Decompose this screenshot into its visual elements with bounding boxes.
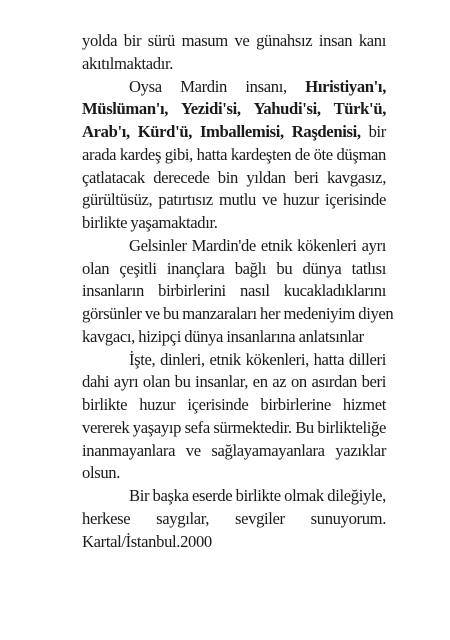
highlighted-name: Yezidi'si, <box>180 99 241 119</box>
document-page <box>82 30 394 553</box>
highlighted-name: Raşdenisi, <box>291 122 361 141</box>
text-line: kavgacı, hizipçi dünya insanlarına anlatsınlar <box>82 326 364 346</box>
text-fragment: bir <box>368 122 386 141</box>
highlighted-name: Imballemisi, <box>199 122 284 141</box>
text-line: olsun. <box>82 463 121 483</box>
text-line: çatlatacak derecede bin yıldan beri kavgasız, <box>82 167 386 187</box>
paragraph-lead: Oysa Mardin insanı, <box>129 76 287 96</box>
signature-place-date: Kartal/İstanbul.2000 <box>82 531 212 551</box>
text-line <box>82 76 386 99</box>
text-line: arada kardeş gibi, hatta kardeşten de öte düşman <box>82 144 386 164</box>
text-line: görsünler ve bu manzaraları her medeniyim diyen <box>82 304 394 323</box>
text-line: Gelsinler Mardin'de etnik kökenleri ayrı <box>129 235 386 255</box>
highlighted-name: Müslüman'ı, <box>82 99 169 119</box>
text-line <box>82 98 386 121</box>
highlighted-name: Türk'ü, <box>333 99 386 119</box>
text-line: akıtılmaktadır. <box>82 53 174 73</box>
text-line: herkese saygılar, sevgiler sunuyorum. <box>82 508 386 528</box>
text-line: gürültüsüz, patırtısız mutlu ve huzur içerisinde <box>82 190 386 210</box>
text-line: dahi ayrı olan bu insanlar, en az on asırdan beri <box>82 372 386 392</box>
paragraph-4 <box>82 349 386 486</box>
paragraph-3 <box>82 235 394 349</box>
text-line: birlikte huzur içerisinde birbirlerine hizmet <box>82 395 386 414</box>
text-line <box>82 121 386 144</box>
text-line: Bir başka eserde birlikte olmak dileğiyle, <box>129 486 386 505</box>
text-line: olan çeşitli inançlara bağlı bu dünya tatlısı <box>82 258 386 278</box>
highlighted-name: Yahudi'si, <box>253 99 321 119</box>
text-line: yolda bir sürü masum ve günahsız insan kanı <box>82 31 386 50</box>
text-line: İşte, dinleri, etnik kökenleri, hatta dilleri <box>129 349 386 369</box>
text-line: inanmayanlara ve sağlayamayanlara yazıklar <box>82 440 386 460</box>
highlighted-name: Hıristiyan'ı, <box>305 76 386 96</box>
highlighted-name: Arab'ı, <box>82 122 130 141</box>
paragraph-2 <box>82 76 386 235</box>
text-line: vererek yaşayıp sefa sürmektedir. Bu birlikteliğe <box>82 417 386 437</box>
text-line: birlikte yaşamaktadır. <box>82 213 218 232</box>
paragraph-1 <box>82 30 386 76</box>
highlighted-name: Kürd'ü, <box>137 122 193 141</box>
text-line: insanların birbirlerini nasıl kucakladıklarını <box>82 281 386 301</box>
paragraph-5 <box>82 485 386 553</box>
